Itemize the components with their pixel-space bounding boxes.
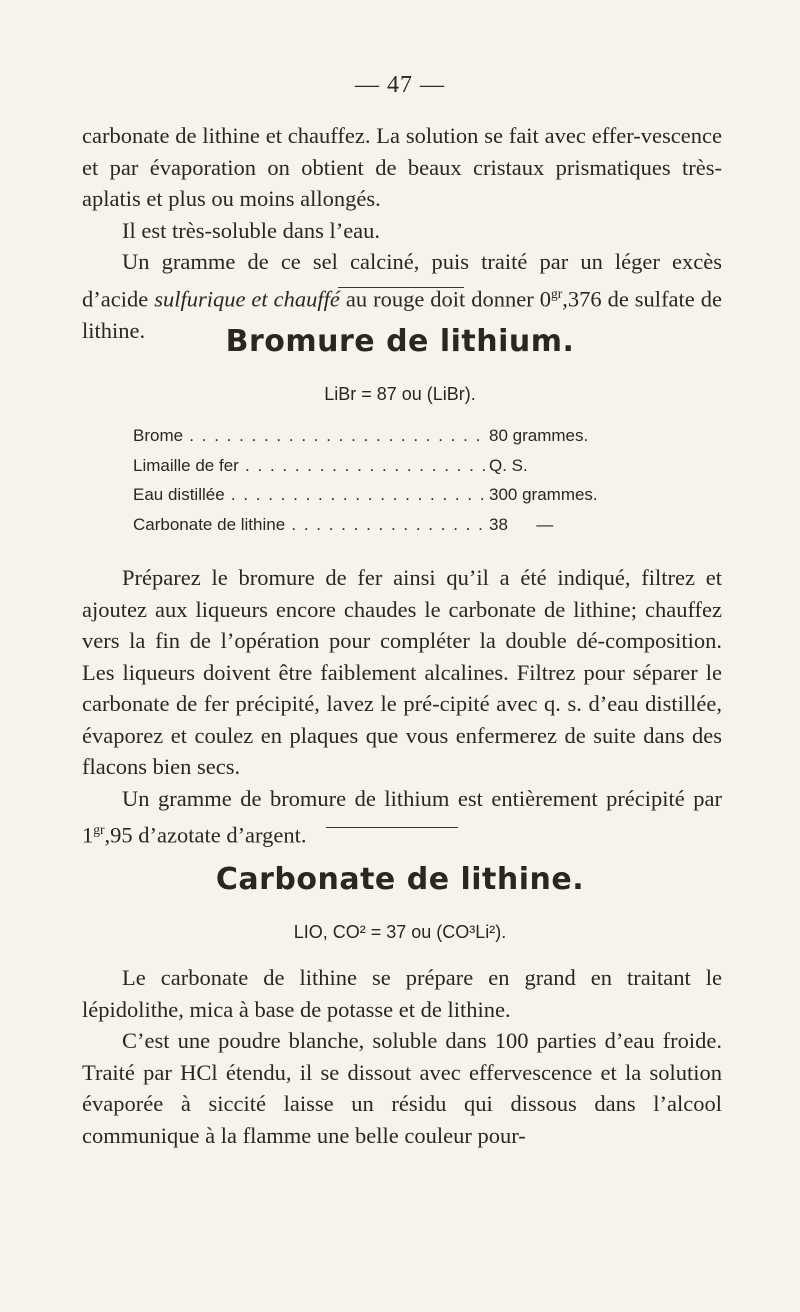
section-divider: [338, 287, 464, 288]
recipe-row: Carbonate de lithine . . . 38 —: [133, 515, 623, 545]
formula-carbonate: LIO, CO² = 37 ou (CO³Li²).: [293, 922, 507, 942]
bromure-paragraph: [82, 562, 722, 851]
bromure-preparation-text: Préparez le bromure de fer ainsi qu’il a été indiqué, filtrez et ajoutez aux liqueurs encore chaudes le carbonate de lithine; chauffez vers la fin de l’opération pour compléter la double dé-composition. Les liqueurs doivent être faiblement alcalines. Filtrez pour séparer le carbonate de fer précipité, lavez le pré-cipité avec q. s. d’eau distillée, évaporez et coulez en plaques que vous enfermerez de suite dans des flacons bien secs.: [82, 565, 722, 779]
formula-bromure: LiBr = 87 ou (LiBr).: [324, 384, 476, 404]
section-title-carbonate: Carbonate de lithine.: [215, 862, 585, 897]
assay-text: Un gramme de ce sel calciné, puis traité par un léger excès d’acide sulfurique et chauffé au rouge doit donner $0^{gr},376$ de sulfate de lithine.: [82, 249, 722, 343]
section-divider: [326, 827, 458, 828]
section-title-bromure: Bromure de lithium.: [225, 324, 575, 359]
recipe-row: Brome . . . 80 grammes.: [133, 426, 623, 456]
carbonate-properties-text: C’est une poudre blanche, soluble dans 100 parties d’eau froide. Traité par HCl étendu, il se dissout avec effervescence et la solution évaporée à siccité laisse un résidu qui dissous dans l’alcool communique à la flamme une belle couleur pour-: [82, 1028, 722, 1148]
carbonate-paragraph: [82, 962, 722, 1151]
recipe-row: Limaille de fer . . . Q. S.: [133, 456, 623, 486]
bromure-assay-text: Un gramme de bromure de lithium est entièrement précipité par $1^{gr},95$ d’azotate d’argent.: [82, 785, 722, 848]
recipe-list: [133, 426, 623, 544]
intro-text: carbonate de lithine et chauffez. La solution se fait avec effer-vescence et par évaporation on obtient de beaux cristaux prismatiques très-aplatis et plus ou moins allongés.: [82, 123, 722, 211]
page-number: — 47 —: [355, 72, 445, 98]
recipe-row: Eau distillée . . . 300 grammes.: [133, 485, 623, 515]
carbonate-preparation-text: Le carbonate de lithine se prépare en grand en traitant le lépidolithe, mica à base de potasse et de lithine.: [82, 965, 722, 1022]
intro-paragraph: [82, 120, 722, 346]
solubility-text: Il est très-soluble dans l’eau.: [122, 217, 381, 243]
